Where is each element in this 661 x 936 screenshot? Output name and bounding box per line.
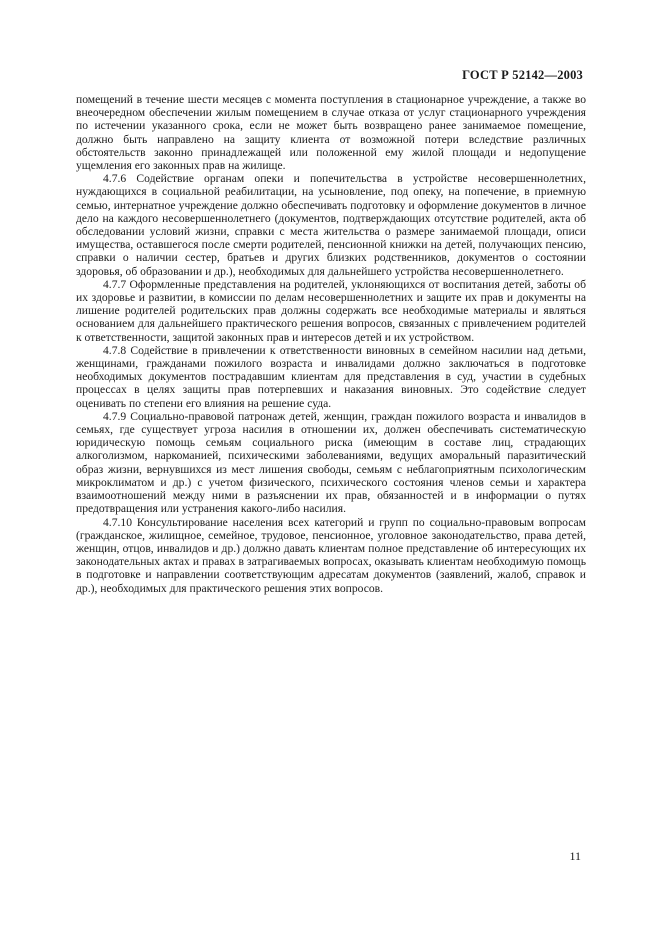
paragraph-4-7-9: 4.7.9 Социально-правовой патронаж детей, женщин, граждан пожилого возраста и инвалидов в семьях, где существует угроза насилия в отношении их, должен обеспечивать систематическую юридическую помощь семьям социального риска (имеющим в составе лиц, страдающих алкоголизмом, наркоманией, психическими заболеваниями, ведущих аморальный паразитический образ жизни, вернувшихся из мест лишения свободы, семьям с неблагоприятным психологическим микроклиматом и др.) с учетом физического, психического состояния членов семьи и характера взаимоотношений между ними в разъяснении их прав, обязанностей и в информации о путях предотвращения или устранения какого-либо насилия.	[76, 409, 586, 516]
paragraph-4-7-7: 4.7.7 Оформленные представления на родителей, уклоняющихся от воспитания детей, заботы об их здоровье и развитии, в комиссии по делам несовершеннолетних и защите их прав и документы на лишение родителей родительских прав должны содержать все необходимые материалы и являться основанием для дальнейшего практического решения вопросов, связанных с привлечением родителей к ответственности, защитой законных прав и интересов детей и их устройством.	[76, 277, 586, 344]
paragraph-4-7-6: 4.7.6 Содействие органам опеки и попечительства в устройстве несовершеннолетних, нуждающихся в социальной реабилитации, на усыновление, под опеку, на попечение, в приемную семью, интернатное учреждение должно обеспечивать подготовку и оформление документов в личное дело на каждого несовершеннолетнего (документов, подтверждающих отсутствие родителей, акта об обследовании условий жизни, справки с места жительства о размере занимаемой площади, описи имущества, оставшегося после смерти родителей, пенсионной книжки на детей, получающих пенсию, справки о наличии сестер, братьев и других близких родственников, документов о состоянии здоровья, об образовании и др.), необходимых для дальнейшего устройства несовершеннолетнего.	[76, 172, 586, 278]
document-body	[76, 93, 586, 595]
page-number: 11	[569, 849, 581, 863]
paragraph-continuation: помещений в течение шести месяцев с момента поступления в стационарное учреждение, а также во внеочередном обеспечении жилым помещением в случае отказа от услуг стационарного учреждения по истечении указанного срока, если не может быть возвращено ранее занимаемое помещение, должно быть направлено на защиту клиента от возможной потери вследствие различных обстоятельств законно принадлежащей или положенной ему жилой площади и недопущение ущемления его законных прав на жилище.	[76, 93, 586, 173]
document-header: ГОСТ Р 52142—2003	[462, 68, 583, 82]
paragraph-4-7-10: 4.7.10 Консультирование населения всех категорий и групп по социально-правовым вопросам (гражданское, жилищное, семейное, трудовое, пенсионное, уголовное законодательство, права детей, женщин, отцов, инвалидов и др.) должно давать клиентам полное представление об интересующих их законодательных актах и правах в затрагиваемых вопросах, оказывать клиентам необходимую помощь в подготовке и направлении соответствующим адресатам документов (заявлений, жалоб, справок и др.), необходимых для практического решения этих вопросов.	[76, 515, 586, 595]
paragraph-4-7-8: 4.7.8 Содействие в привлечении к ответственности виновных в семейном насилии над детьми, женщинами, гражданами пожилого возраста и инвалидами должно заключаться в подготовке необходимых документов пострадавшим клиентам для представления в суд, участии в судебных процессах в целях защиты прав потерпевших и наказания виновных. Это содействие следует оценивать по степени его влияния на решение суда.	[76, 343, 586, 410]
